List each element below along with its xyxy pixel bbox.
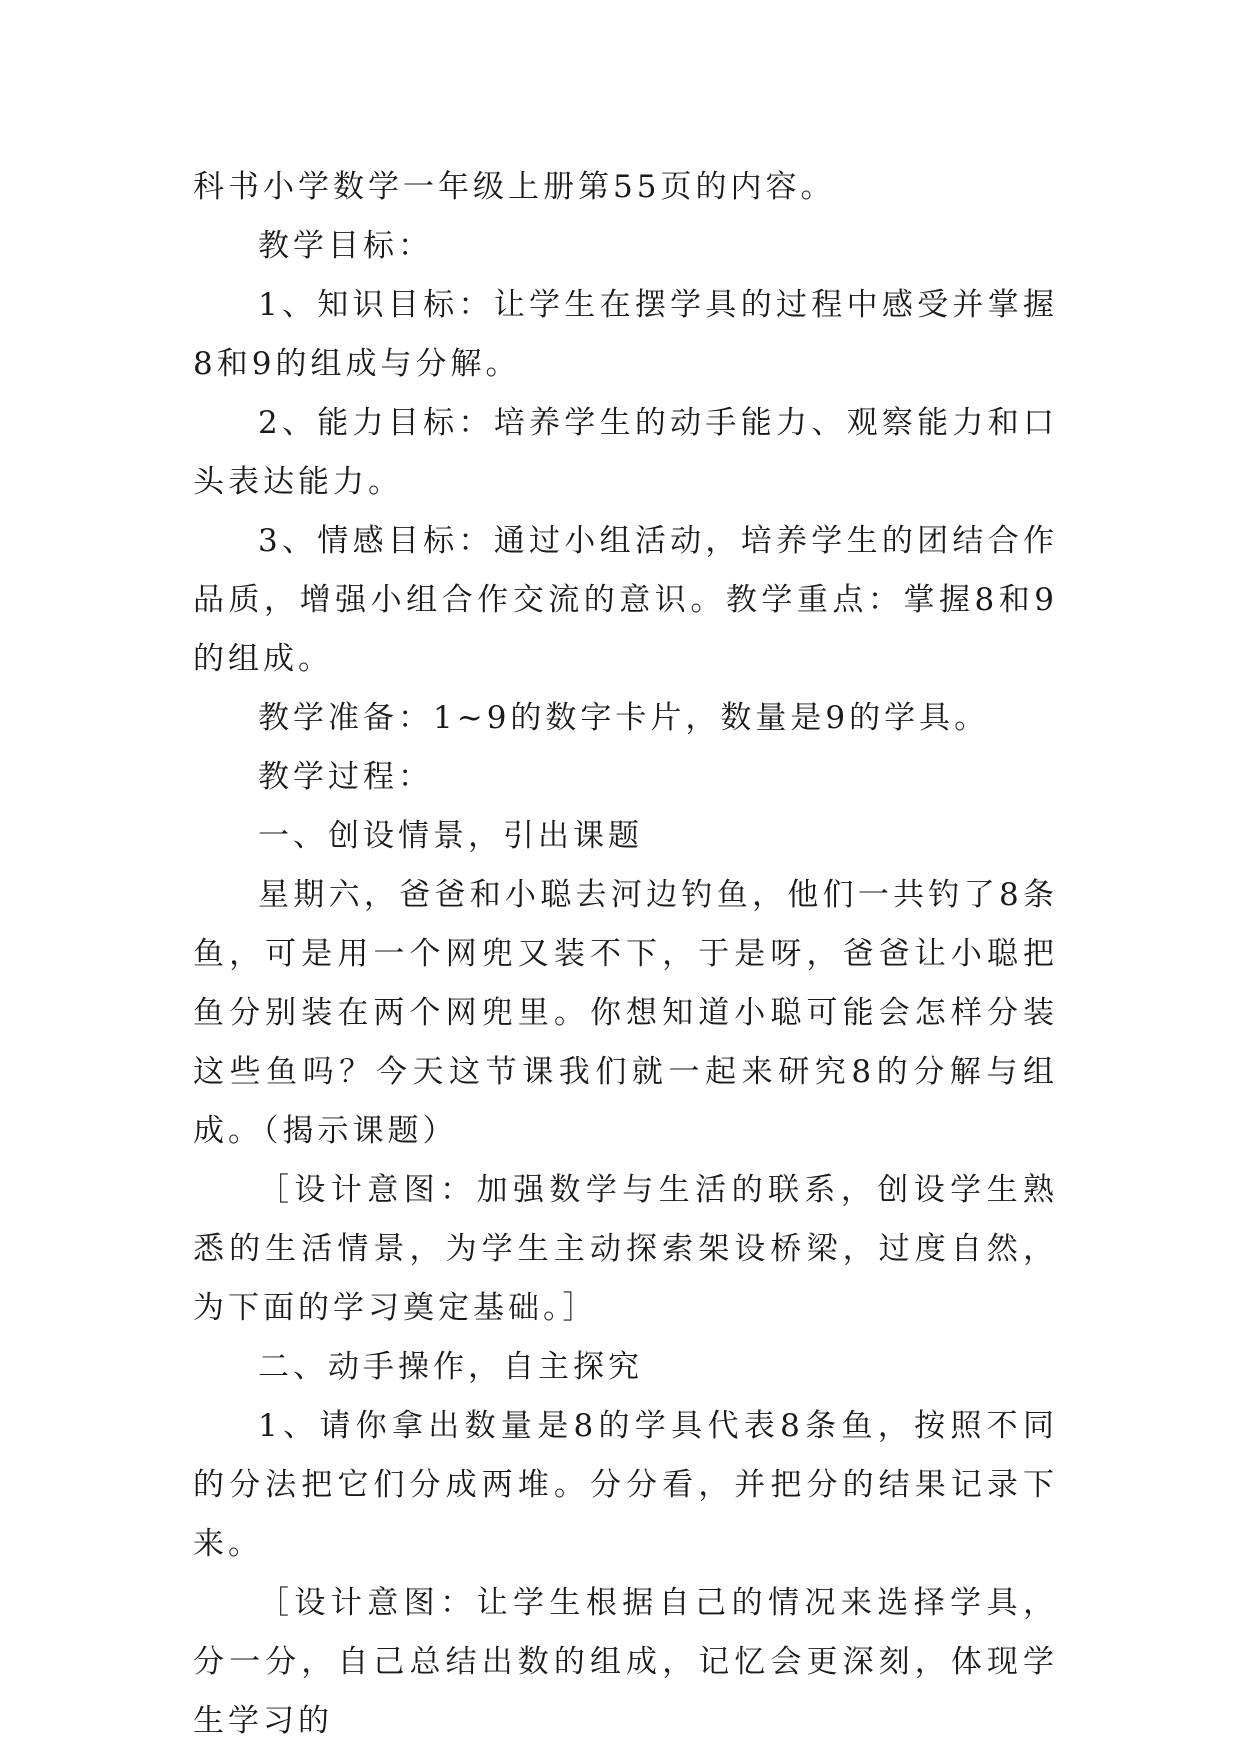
heading-teaching-objectives: 教学目标： <box>258 228 433 264</box>
paragraph-design-intent-1: ［设计意图：加强数学与生活的联系，创设学生熟悉的生活情景，为学生主动探索架设桥梁，过度自然，为下面的学习奠定基础。］ <box>193 1172 1058 1326</box>
heading-teaching-process: 教学过程： <box>258 759 433 795</box>
paragraph-textbook-reference: 科书小学数学一年级上册第55页的内容。 <box>193 169 836 205</box>
paragraph-emotional-objective: 3、情感目标：通过小组活动，培养学生的团结合作品质，增强小组合作交流的意识。教学重点：掌握8和9的组成。 <box>193 523 1058 677</box>
document-body <box>193 158 1058 1751</box>
heading-section-two: 二、动手操作，自主探究 <box>258 1349 643 1385</box>
paragraph-ability-objective: 2、能力目标：培养学生的动手能力、观察能力和口头表达能力。 <box>193 405 1058 500</box>
paragraph-design-intent-2: ［设计意图：让学生根据自己的情况来选择学具，分一分，自己总结出数的组成，记忆会更深刻，体现学生学习的 <box>193 1585 1058 1739</box>
paragraph-story-scenario: 星期六，爸爸和小聪去河边钓鱼，他们一共钓了8条鱼，可是用一个网兜又装不下，于是呀，爸爸让小聪把鱼分别装在两个网兜里。你想知道小聪可能会怎样分装这些鱼吗？今天这节课我们就一起来研究8的分解与组成。（揭示课题） <box>193 877 1058 1149</box>
paragraph-hands-on-task: 1、请你拿出数量是8的学具代表8条鱼，按照不同的分法把它们分成两堆。分分看，并把分的结果记录下来。 <box>193 1408 1058 1562</box>
paragraph-knowledge-objective: 1、知识目标：让学生在摆学具的过程中感受并掌握8和9的组成与分解。 <box>193 287 1058 382</box>
heading-section-one: 一、创设情景，引出课题 <box>258 818 643 854</box>
paragraph-teaching-preparation: 教学准备：1~9的数字卡片，数量是9的学具。 <box>258 700 990 736</box>
